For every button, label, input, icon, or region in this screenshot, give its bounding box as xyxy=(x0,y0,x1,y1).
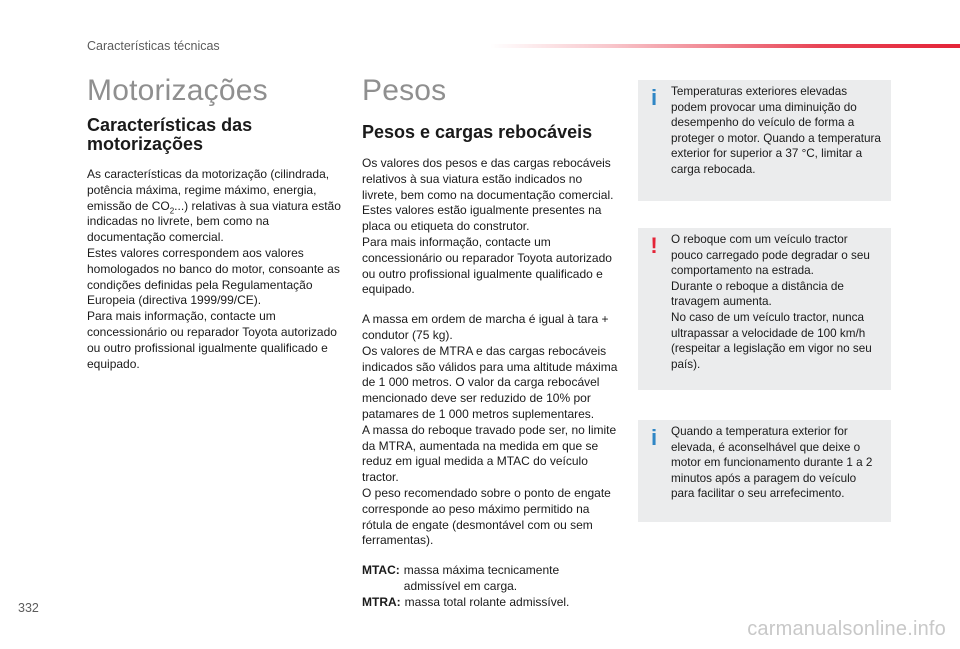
info-note-temperature xyxy=(638,80,891,201)
info-note-engine-cooling xyxy=(638,420,891,522)
subtitle-pesos-cargas: Pesos e cargas rebocáveis xyxy=(362,122,593,142)
header-accent-line xyxy=(490,44,960,48)
section-header: Características técnicas xyxy=(87,39,220,53)
definition-item xyxy=(362,595,620,611)
pesos-paragraph-2: A massa em ordem de marcha é igual à tara + condutor (75 kg). Os valores de MTRA e das cargas rebocáveis indicados são válidos para uma altitude máxima de 1 000 metros. O valor da carga rebocável mencionado deve ser reduzido de 10% por patamares de 1 000 metros suplementares. A massa do reboque travado pode ser, no limite da MTRA, aumentada na medida em que se reduz em igual medida a MTAC do veículo tractor. O peso recomendado sobre o ponto de engate corresponde ao peso máximo permitido na rótula de engate (desmontável com ou sem ferramentas). xyxy=(362,312,618,548)
info-icon: i xyxy=(650,85,658,110)
note-text: Temperaturas exteriores elevadas podem provocar uma diminuição do desempenho do veículo de forma a proteger o motor. Quando a temperatura exterior for superior a 37 °C, limitar a carga rebocada. xyxy=(671,85,881,176)
info-icon: i xyxy=(650,425,658,450)
warning-note-towing xyxy=(638,228,891,390)
definition-term: MTRA: xyxy=(362,594,401,609)
note-text: Quando a temperatura exterior for elevada, é aconselhável que deixe o motor em funcionamento durante 1 a 2 minutos após a paragem do veículo para facilitar o seu arrefecimento. xyxy=(671,425,873,501)
warning-icon: ! xyxy=(650,233,658,258)
subtitle-caracteristicas: Características das motorizações xyxy=(87,115,253,154)
middle-column xyxy=(362,74,620,611)
motorizacoes-paragraph xyxy=(87,167,343,372)
paragraph-text-end: ...) relativas à sua viatura estão indicadas no livrete, bem como na documentação comercial. Estes valores correspondem aos valores homologados no banco do motor, consoante as condições definidas pela Regulamentação Europeia (directiva 1999/99/CE). Para mais informação, contacte um concessionário ou reparador Toyota autorizado ou outro profissional igualmente qualificado e equipado. xyxy=(87,198,341,371)
definition-term: MTAC: xyxy=(362,563,400,578)
definitions-list xyxy=(362,563,620,610)
note-text: O reboque com um veículo tractor pouco carregado pode degradar o seu comportamento na estrada. Durante o reboque a distância de travagem aumenta. No caso de um veículo tractor, nunca ultrapassar a velocidade de 100 km/h (respeitar a legislação em vigor no seu país). xyxy=(671,233,872,371)
definition-text: massa total rolante admissível. xyxy=(404,594,570,609)
section-title-pesos: Pesos xyxy=(362,74,447,107)
left-column xyxy=(87,74,343,372)
definition-text: massa máxima tecnicamente admissível em carga. xyxy=(403,563,560,593)
pesos-paragraph-1: Os valores dos pesos e das cargas rebocáveis relativos à sua viatura estão indicados no livrete, bem como na documentação comercial. Estes valores estão igualmente presentes na placa ou etiqueta do construtor. Para mais informação, contacte um concessionário ou reparador Toyota autorizado ou outro profissional igualmente qualificado e equipado. xyxy=(362,156,614,297)
definition-item xyxy=(362,563,620,595)
co2-subscript: 2 xyxy=(169,205,175,215)
section-title-motorizacoes: Motorizações xyxy=(87,74,268,107)
watermark: carmanualsonline.info xyxy=(747,618,946,640)
paragraph-text-start: As características da motorização (cilindrada, potência máxima, regime máximo, energia, emissão de CO xyxy=(87,167,330,213)
page-number: 332 xyxy=(18,601,39,615)
